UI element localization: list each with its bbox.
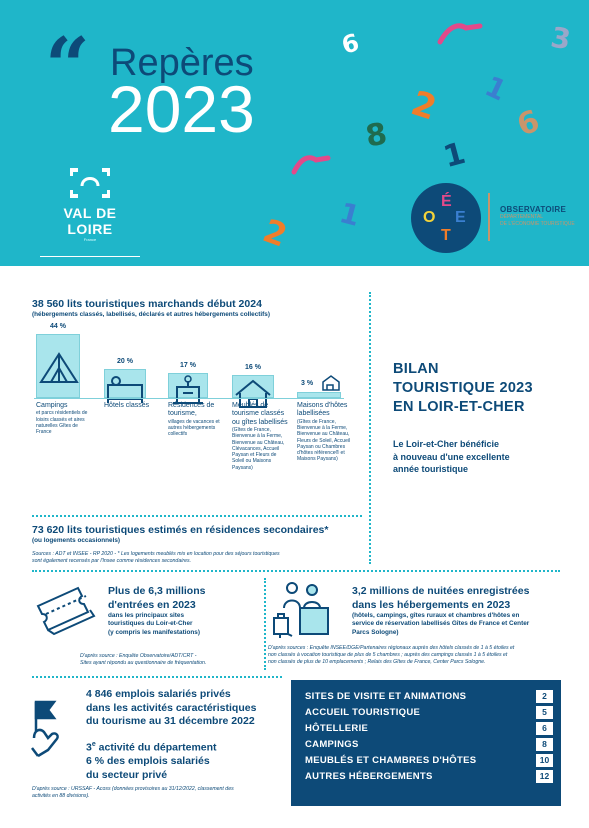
quote-mark-icon: “ — [45, 21, 90, 112]
observatoire-sub1: DÉPARTEMENTAL — [500, 214, 544, 220]
lits-bar-label-sub: (Gîtes de France, Bienvenue à la Ferme, Bienvenue au Château, Fleurs de Soleil, Accueil Paysan ou Chambres d'hôtes référence® et Maisons Paysans) — [297, 418, 351, 463]
toc-item-label: CAMPINGS — [305, 738, 359, 750]
lits-baseline — [34, 398, 344, 399]
emplois-source — [32, 786, 234, 800]
lits-bar-label — [232, 402, 290, 471]
entrees-source — [80, 653, 206, 667]
toc-item-page: 6 — [536, 722, 553, 735]
toc-item[interactable] — [305, 752, 553, 768]
bilan-text — [393, 438, 543, 476]
lits-bar-label-sub: (Gîtes de France, Bienvenue à la Ferme, Bienvenue au Château, Clévacances, Accueil Paysan et Fleurs de Soleil ou Maisons Paysans) — [232, 427, 285, 471]
emplois-line1: 4 846 emplois salariés privés — [86, 688, 231, 700]
nuitees-sub2: service de réservation labellisés Gîtes de France et Center — [352, 620, 530, 628]
toc-item-label: AUTRES HÉBERGEMENTS — [305, 770, 433, 782]
emplois-source-line1: D'après source : URSSAF - Acoss (données provisoires au 31/12/2022, classement des — [32, 786, 234, 792]
emplois-rank — [86, 740, 217, 782]
deco-digit-icon: 8 — [363, 116, 390, 155]
nuitees-line2: dans les hébergements en 2023 — [352, 598, 511, 611]
page-title-year: 2023 — [108, 72, 255, 146]
nuitees-source-line1: D'après sources : Enquête INSEE/DGE/Partenaires régionaux auprès des hôtels classés de 1 à 5 étoiles et — [268, 645, 515, 651]
residences-source-line2: sont également recensés par l'Insee comme résidences secondaires. — [32, 558, 192, 565]
nuitees-line1: 3,2 millions de nuitées enregistrées — [352, 585, 530, 597]
dotted-separator — [32, 515, 362, 517]
entrees-headline — [108, 585, 205, 612]
val-de-loire-emblem-icon — [40, 166, 140, 200]
lits-bar-label — [104, 402, 162, 410]
dotted-separator-vertical — [264, 578, 266, 670]
lits-bar-label — [168, 402, 226, 438]
toc-item-page: 12 — [536, 770, 553, 783]
residences-headline: 73 620 lits touristiques estimés en résidences secondaires* — [32, 524, 329, 536]
bilan-title-line3: EN LOIR-ET-CHER — [393, 398, 525, 415]
deco-digit-icon: 6 — [512, 103, 545, 144]
lits-bar-pct: 20 % — [117, 358, 133, 365]
toc-item-label: MEUBLÉS ET CHAMBRES D'HÔTES — [305, 754, 477, 766]
emplois-rank-number: 3 — [86, 741, 92, 754]
emplois-line3: du tourisme au 31 décembre 2022 — [86, 715, 255, 728]
residences-source — [32, 551, 280, 565]
toc-item-page: 8 — [536, 738, 553, 751]
lits-bar-label-main: Meublés de tourisme classés ou gîtes labellisés — [232, 402, 288, 426]
lits-bar-label-sub: villages de vacances et autres hébergements collectifs — [168, 418, 220, 438]
nuitees-source — [268, 645, 514, 666]
deco-digit-icon: 1 — [479, 69, 512, 108]
toc-item[interactable] — [305, 768, 553, 784]
nuitees-source-line3: non classés de plus de 10 emplacements ; Relais des Gîtes de France, Center Parcs Sologne. — [268, 659, 486, 666]
nuitees-sub3: Parcs Sologne) — [352, 628, 399, 636]
oet-letter-e: E — [455, 209, 466, 226]
lits-bar-label-main: Hôtels classés — [104, 402, 150, 409]
emplois-line2: dans les activités caractéristiques — [86, 701, 257, 714]
bilan-title — [393, 360, 533, 417]
entrees-sub3: (y compris les manifestations) — [108, 628, 200, 636]
oet-letter-o: O — [423, 209, 436, 226]
emplois-rank-line — [86, 740, 217, 755]
guesthouse-icon — [319, 372, 343, 392]
oet-letter-e-accent: É — [441, 193, 452, 210]
brand-divider — [40, 256, 140, 257]
observatoire-title: OBSERVATOIRE — [500, 205, 567, 214]
nuitees-headline — [352, 585, 529, 612]
emplois-source-line2: activités en 88 divisions). — [32, 793, 90, 800]
residences-subtitle: (ou logements occasionnels) — [32, 537, 121, 544]
bilan-text-line2: à nouveau d'une excellente — [393, 451, 510, 462]
emplois-rank-share: 6 % des emplois salariés — [86, 755, 210, 768]
table-of-contents — [291, 680, 561, 806]
entrees-sub1: dans les principaux sites — [108, 612, 185, 619]
lits-bar-label-main: Résidences de tourisme, — [168, 402, 215, 418]
hotel-bed-icon — [104, 369, 146, 405]
oet-letter-t: T — [441, 227, 451, 244]
toc-item-label: SITES DE VISITE ET ANIMATIONS — [305, 690, 467, 702]
dotted-separator — [32, 676, 282, 678]
lits-headline: 38 560 lits touristiques marchands début 2024 — [32, 298, 262, 310]
toc-item-label: ACCUEIL TOURISTIQUE — [305, 706, 421, 718]
deco-digit-icon: 2 — [406, 83, 442, 129]
nuitees-sub1: (hôtels, campings, gîtes ruraux et chambres d'hôtes en — [352, 612, 520, 619]
nuitees-source-line2: non classés à vocation touristique de plus de 5 chambres ; auprès des campings classés 1 à 5 étoiles et — [268, 652, 508, 659]
deco-digit-icon: 1 — [439, 135, 470, 176]
bilan-text-line3: année touristique — [393, 464, 469, 475]
lits-bar-pct: 17 % — [180, 362, 196, 370]
tent-icon — [37, 348, 79, 384]
val-de-loire-logo — [40, 166, 140, 277]
toc-item-page: 5 — [536, 706, 553, 719]
lits-bar-pct: 44 % — [50, 323, 66, 331]
lits-bar-pct: 3 % — [301, 380, 314, 387]
toc-list — [305, 688, 553, 784]
entrees-line1: Plus de 6,3 millions — [108, 585, 206, 597]
lits-bar-pct: 16 % — [245, 363, 261, 371]
toc-item[interactable] — [305, 688, 553, 704]
toc-item[interactable] — [305, 704, 553, 720]
observatoire-bar — [488, 193, 490, 241]
entrees-source-line1: D'après source : Enquête Observatoire/ADT/CRT - — [80, 653, 197, 659]
entrees-sub2: touristiques du Loir-et-Cher — [108, 620, 193, 628]
brand-name: VAL DE LOIRE — [63, 205, 117, 237]
deco-digit-icon: 6 — [338, 28, 363, 60]
emplois-rank-text: activité du département — [95, 741, 217, 754]
department-name: LOIR-ET-CHER — [58, 267, 122, 277]
entrees-line2: d'entrées en 2023 — [108, 598, 196, 611]
bilan-text-line1: Le Loir-et-Cher bénéficie — [393, 439, 500, 449]
toc-item-label: HÔTELLERIE — [305, 722, 369, 734]
oet-logo — [411, 183, 481, 253]
page-title-word: Repères — [110, 42, 254, 84]
lits-bar-label-sub: et parcs résidentiels de loisirs classés et aires naturelles Gîtes de France — [36, 410, 88, 436]
dotted-separator — [32, 570, 560, 572]
deco-swash-icon — [290, 150, 332, 178]
emplois-headline — [86, 688, 256, 729]
entrees-sub — [108, 612, 200, 637]
brand-tag: France — [83, 237, 97, 242]
lits-bar-label — [36, 402, 94, 435]
tickets-icon — [34, 584, 98, 638]
lits-bar-label-main: Maisons d'hôtes labellisées — [297, 402, 348, 418]
toc-item[interactable] — [305, 720, 553, 736]
observatoire-sub2: DE L'ÉCONOMIE TOURISTIQUE — [500, 220, 575, 227]
lits-subtitle: (hébergements classés, labellisés, déclarés et autres hébergements collectifs) — [32, 311, 270, 318]
lits-bar-label — [297, 402, 359, 463]
nuitees-sub — [352, 612, 529, 637]
bilan-title-line2: TOURISTIQUE 2023 — [393, 379, 533, 396]
dotted-separator-vertical — [369, 292, 371, 564]
toc-item[interactable] — [305, 736, 553, 752]
toc-item-page: 10 — [536, 754, 553, 767]
deco-digit-icon: 2 — [258, 211, 293, 255]
reception-desk-icon — [272, 578, 334, 640]
deco-digit-icon: 1 — [336, 196, 364, 233]
lits-bar-label-main: Campings — [36, 402, 68, 409]
hand-flag-icon — [30, 698, 70, 762]
residences-source-line1: Sources : ADT et INSEE - RP 2020 - * Les logements meublés mis en location pour des séjours touristiques — [32, 551, 280, 557]
entrees-source-line2: Sites ayant répondu au questionnaire de fréquentation. — [80, 660, 207, 667]
observatoire-block — [488, 193, 578, 227]
emplois-rank-sup: e — [91, 741, 96, 748]
deco-swash-icon — [436, 18, 484, 48]
emplois-rank-sector: du secteur privé — [86, 768, 168, 781]
toc-item-page: 2 — [536, 690, 553, 703]
deco-digit-icon: 3 — [548, 20, 574, 57]
bilan-title-line1: BILAN — [393, 361, 439, 377]
